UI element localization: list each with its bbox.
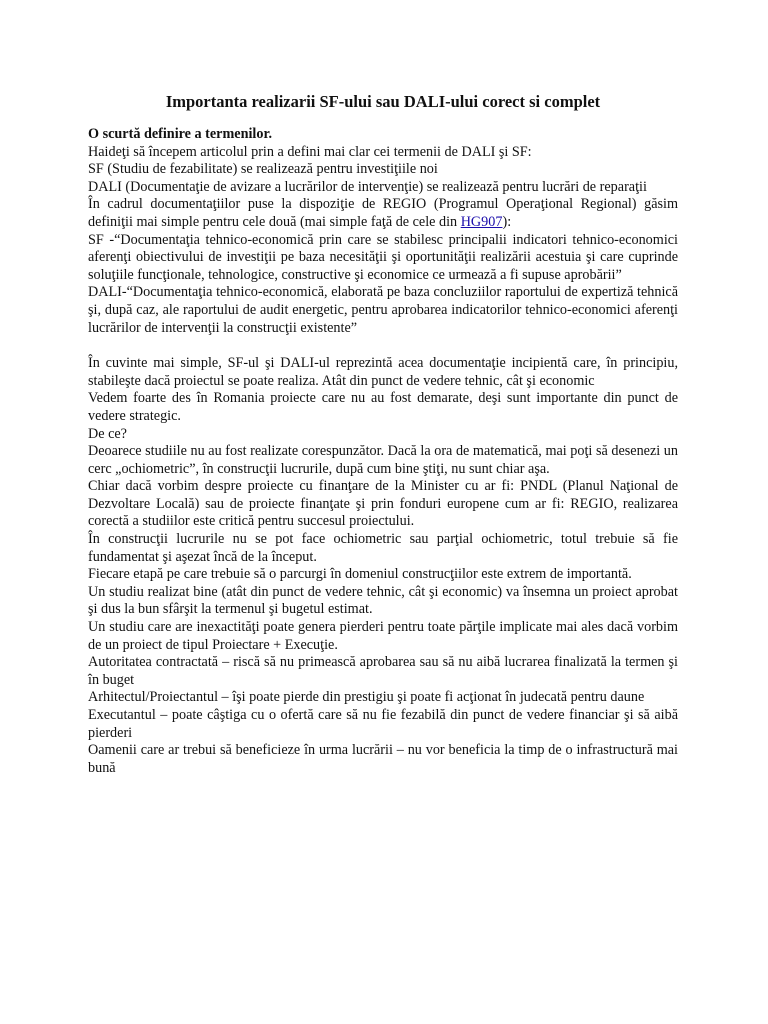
body-paragraph-2: Vedem foarte des în Romania proiecte care nu au fost demarate, deşi sunt importante din punct de vedere strategic. bbox=[88, 390, 678, 424]
document-page bbox=[88, 92, 678, 777]
intro-paragraph-3: DALI (Documentaţie de avizare a lucrărilor de intervenţie) se realizează pentru lucrări de reparaţii bbox=[88, 178, 647, 195]
section-subtitle: O scurtă definire a termenilor. bbox=[88, 126, 273, 142]
hg907-link[interactable]: HG907 bbox=[460, 213, 503, 230]
document-title: Importanta realizarii SF-ului sau DALI-ului corect si complet bbox=[165, 92, 601, 111]
body-paragraph-7: Fiecare etapă pe care trebuie să o parcurgi în domeniul construcţiilor este extrem de importantă. bbox=[88, 566, 632, 583]
definition-dali: DALI-“Documentaţia tehnico-economică, elaborată pe baza concluziilor raportului de expertiză tehnică şi, după caz, ale raportului de audit energetic, pentru aprobarea indicatorilor tehnico-economici aferenţi lucrărilor de intervenţii la construcţii existente” bbox=[88, 284, 678, 336]
body-paragraph-6: În construcţii lucrurile nu se pot face ochiometric sau parţial ochiometric, totul trebuie să fie fundamentat şi aşezat încă de la început. bbox=[88, 531, 678, 565]
body-paragraph-13: Oamenii care ar trebui să beneficieze în urma lucrării – nu vor beneficia la timp de o infrastructură mai bună bbox=[88, 742, 678, 776]
body-paragraph-11: Arhitectul/Proiectantul – îşi poate pierde din prestigiu şi poate fi acţionat în judecată pentru daune bbox=[88, 689, 645, 706]
body-paragraph-3: De ce? bbox=[88, 425, 127, 442]
body-paragraph-12: Executantul – poate câştiga cu o ofertă care să nu fie fezabilă din punct de vedere financiar şi să aibă pierderi bbox=[88, 707, 678, 741]
body-paragraph-10: Autoritatea contractată – riscă să nu primească aprobarea sau să nu aibă lucrarea finalizată la termen şi în buget bbox=[88, 654, 678, 688]
body-paragraph-8: Un studiu realizat bine (atât din punct de vedere tehnic, cât şi economic) va însemna un proiect aprobat şi dus la bun sfârşit la termenul şi bugetul estimat. bbox=[88, 583, 678, 618]
paragraph-gap bbox=[88, 337, 678, 355]
body-paragraph-1: În cuvinte mai simple, SF-ul şi DALI-ul reprezintă acea documentaţie incipientă care, în principiu, stabileşte dacă proiectul se poate realiza. Atât din punct de vedere tehnic, cât şi economic bbox=[88, 355, 678, 389]
regio-text-after: ): bbox=[502, 213, 512, 230]
body-paragraph-9: Un studiu care are inexactităţi poate genera pierderi pentru toate părţile implicate mai ales dacă vorbim de un proiect de tipul Proiectare + Execuţie. bbox=[88, 619, 678, 653]
definition-sf: SF -“Documentaţia tehnico-economică prin care se stabilesc principalii indicatori tehnico-economici aferenţi obiectivului de investiţii pe baza necesităţii şi oportunităţii realizării acestuia şi care cuprinde soluţiile funcţionale, tehnologice, constructive şi economice ce urmează a fi supuse aprobării” bbox=[88, 231, 678, 283]
intro-paragraph-1: Haideţi să începem articolul prin a defini mai clar cei termenii de DALI şi SF: bbox=[88, 143, 532, 160]
body-paragraph-4: Deoarece studiile nu au fost realizate corespunzător. Dacă la ora de matematică, mai poţi să desenezi un cerc „ochiometric”, în construcţii lucrurile, după cum bine ştiţi, nu sunt chiar aşa. bbox=[88, 443, 678, 477]
body-paragraph-5: Chiar dacă vorbim despre proiecte cu finanţare de la Minister cu ar fi: PNDL (Planul Naţional de Dezvoltare Locală) sau de proiecte finanţate şi prin fonduri europene cum ar fi: REGIO, realizarea corectă a studiilor este critică pentru succesul proiectului. bbox=[88, 478, 678, 530]
regio-paragraph bbox=[88, 196, 678, 231]
intro-paragraph-2: SF (Studiu de fezabilitate) se realizează pentru investiţiile noi bbox=[88, 161, 438, 178]
regio-text-before: În cadrul documentaţiilor puse la dispoziţie de REGIO (Programul Operaţional Regional) găsim definiţii mai simple pentru cele două (mai simple faţă de cele din bbox=[88, 196, 678, 230]
